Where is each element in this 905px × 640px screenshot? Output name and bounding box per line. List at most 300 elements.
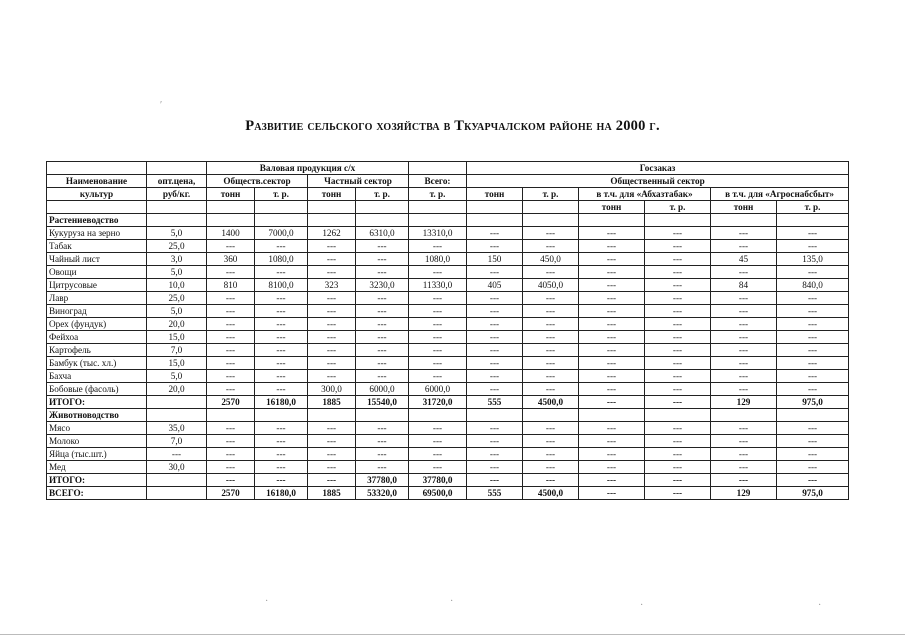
table-row <box>47 422 849 435</box>
table-cell: --- <box>356 331 409 344</box>
table-cell: --- <box>523 383 579 396</box>
table-cell: 323 <box>308 279 356 292</box>
table-cell: --- <box>467 227 523 240</box>
table-cell: --- <box>777 266 849 279</box>
table-cell: --- <box>711 461 777 474</box>
table-cell: --- <box>579 253 645 266</box>
page-title: Развитие сельского хозяйства в Ткуарчалском районе на 2000 г. <box>245 118 660 134</box>
header-row-1 <box>47 162 849 175</box>
table-cell: --- <box>255 240 308 253</box>
table-cell: --- <box>255 357 308 370</box>
table-cell: --- <box>645 253 711 266</box>
table-cell: --- <box>207 240 255 253</box>
table-cell: 6000,0 <box>409 383 467 396</box>
table-row <box>47 383 849 396</box>
table-cell: --- <box>711 344 777 357</box>
agro-header: в т.ч. для «Агроснабсбыт» <box>711 188 849 201</box>
table-cell: --- <box>308 318 356 331</box>
table-cell: --- <box>356 357 409 370</box>
table-cell: --- <box>207 370 255 383</box>
table-cell: --- <box>523 240 579 253</box>
table-cell: --- <box>409 422 467 435</box>
table-cell: --- <box>645 474 711 487</box>
tr-header: т. р. <box>356 188 409 201</box>
table-cell: --- <box>255 305 308 318</box>
table-cell: 69500,0 <box>409 487 467 500</box>
table-cell: --- <box>356 370 409 383</box>
table-row <box>47 240 849 253</box>
table-cell: --- <box>356 240 409 253</box>
table-cell: --- <box>409 292 467 305</box>
table-cell: --- <box>409 331 467 344</box>
row-label: Чайный лист <box>47 253 147 266</box>
public-sector-header: Обществ.сектор <box>207 175 308 188</box>
table-cell: --- <box>711 266 777 279</box>
table-cell: 11330,0 <box>409 279 467 292</box>
table-cell: --- <box>409 357 467 370</box>
table-cell: --- <box>523 357 579 370</box>
scan-mark: · <box>818 600 822 611</box>
tons-header: тонн <box>579 201 645 214</box>
table-cell: --- <box>523 422 579 435</box>
table-cell: 6000,0 <box>356 383 409 396</box>
table-cell: --- <box>356 461 409 474</box>
table-cell: 975,0 <box>777 487 849 500</box>
table-cell: --- <box>645 344 711 357</box>
table-cell: 405 <box>467 279 523 292</box>
table-cell: --- <box>579 474 645 487</box>
table-cell: --- <box>645 461 711 474</box>
section-row <box>47 409 849 422</box>
section-row <box>47 214 849 227</box>
table-cell: --- <box>409 435 467 448</box>
table-cell: --- <box>467 331 523 344</box>
total-header: Всего: <box>409 175 467 188</box>
table-row <box>47 370 849 383</box>
row-label: Лавр <box>47 292 147 305</box>
table-cell: --- <box>409 240 467 253</box>
table-cell: 15,0 <box>147 357 207 370</box>
table-cell: 6310,0 <box>356 227 409 240</box>
table-cell: 25,0 <box>147 240 207 253</box>
table-cell: --- <box>777 474 849 487</box>
table-cell: --- <box>255 344 308 357</box>
row-label: ИТОГО: <box>47 474 147 487</box>
row-label: Орех (фундук) <box>47 318 147 331</box>
table-cell: 1262 <box>308 227 356 240</box>
table-cell: 16180,0 <box>255 396 308 409</box>
table-cell: --- <box>409 344 467 357</box>
table-cell: --- <box>207 448 255 461</box>
table-cell: --- <box>777 357 849 370</box>
row-label: Картофель <box>47 344 147 357</box>
table-cell: --- <box>356 422 409 435</box>
table-cell: --- <box>409 266 467 279</box>
table-cell: --- <box>523 474 579 487</box>
table-cell: 30,0 <box>147 461 207 474</box>
private-sector-header: Частный сектор <box>308 175 409 188</box>
table-cell: --- <box>308 422 356 435</box>
tons-header: тонн <box>711 201 777 214</box>
table-cell: 2570 <box>207 487 255 500</box>
row-label: Кукуруза на зерно <box>47 227 147 240</box>
table-cell: 840,0 <box>777 279 849 292</box>
table-cell: --- <box>579 305 645 318</box>
table-cell: --- <box>645 318 711 331</box>
table-cell: --- <box>207 318 255 331</box>
table-cell: 7,0 <box>147 435 207 448</box>
scan-mark: ʹ <box>160 100 163 111</box>
table-cell: --- <box>207 383 255 396</box>
table-cell: --- <box>356 292 409 305</box>
table-cell: --- <box>645 266 711 279</box>
tr-header: т. р. <box>645 201 711 214</box>
table-cell: --- <box>777 331 849 344</box>
goszakaz-header: Госзаказ <box>467 162 849 175</box>
tons-header: тонн <box>207 188 255 201</box>
table-cell: --- <box>711 474 777 487</box>
scan-mark: · <box>450 596 454 607</box>
table-cell: --- <box>207 435 255 448</box>
table-cell: --- <box>777 422 849 435</box>
table-cell: --- <box>409 461 467 474</box>
table-row <box>47 448 849 461</box>
header-row-4 <box>47 201 849 214</box>
table-cell: 25,0 <box>147 292 207 305</box>
table-cell: --- <box>645 227 711 240</box>
table-cell: --- <box>579 331 645 344</box>
table-cell: --- <box>645 292 711 305</box>
table-cell: 300,0 <box>308 383 356 396</box>
table-row <box>47 331 849 344</box>
table-cell: --- <box>308 240 356 253</box>
table-cell: --- <box>255 448 308 461</box>
table-cell: --- <box>579 422 645 435</box>
table-row <box>47 253 849 266</box>
table-cell: --- <box>777 344 849 357</box>
table-cell: --- <box>207 474 255 487</box>
table-cell: --- <box>467 240 523 253</box>
table-cell: 555 <box>467 396 523 409</box>
total-row <box>47 487 849 500</box>
table-cell: --- <box>207 357 255 370</box>
tons-header: тонн <box>467 188 523 201</box>
table-cell: 1885 <box>308 487 356 500</box>
table-cell: --- <box>579 396 645 409</box>
table-cell: --- <box>777 448 849 461</box>
table-cell: --- <box>255 435 308 448</box>
table-cell: 4500,0 <box>523 396 579 409</box>
agriculture-table <box>46 161 849 500</box>
row-label: Мед <box>47 461 147 474</box>
table-cell: 4050,0 <box>523 279 579 292</box>
table-cell: 5,0 <box>147 305 207 318</box>
row-label: Табак <box>47 240 147 253</box>
table-cell: --- <box>711 448 777 461</box>
row-label: Овощи <box>47 266 147 279</box>
table-cell: --- <box>645 305 711 318</box>
row-label: Фейхоа <box>47 331 147 344</box>
table-cell: --- <box>308 292 356 305</box>
table-cell: 450,0 <box>523 253 579 266</box>
table-cell: --- <box>645 448 711 461</box>
table-cell: --- <box>645 435 711 448</box>
table-cell: --- <box>523 318 579 331</box>
table-row <box>47 344 849 357</box>
table-row <box>47 227 849 240</box>
table-cell: --- <box>308 435 356 448</box>
table-cell: 7,0 <box>147 344 207 357</box>
row-label: Бахча <box>47 370 147 383</box>
table-cell: --- <box>711 240 777 253</box>
table-cell: --- <box>255 474 308 487</box>
table-cell: --- <box>467 422 523 435</box>
table-cell: 15540,0 <box>356 396 409 409</box>
table-cell: --- <box>523 227 579 240</box>
table-cell: --- <box>308 344 356 357</box>
table-cell: 31720,0 <box>409 396 467 409</box>
table-cell: --- <box>523 435 579 448</box>
row-label: Яйца (тыс.шт.) <box>47 448 147 461</box>
table-cell: 20,0 <box>147 318 207 331</box>
table-cell: 1080,0 <box>255 253 308 266</box>
abkhaz-header: в т.ч. для «Абхазтабак» <box>579 188 711 201</box>
scan-mark: · <box>265 596 269 607</box>
table-cell: --- <box>645 279 711 292</box>
table-cell: --- <box>645 396 711 409</box>
table-cell: --- <box>579 279 645 292</box>
table-row <box>47 279 849 292</box>
total-unit-header: т. р. <box>409 188 467 201</box>
table-cell: 1080,0 <box>409 253 467 266</box>
row-label: ИТОГО: <box>47 396 147 409</box>
table-cell: 37780,0 <box>409 474 467 487</box>
table-cell: --- <box>579 448 645 461</box>
table-cell <box>147 474 207 487</box>
table-row <box>47 357 849 370</box>
table-cell: --- <box>255 318 308 331</box>
table-cell: 37780,0 <box>356 474 409 487</box>
table-cell: 7000,0 <box>255 227 308 240</box>
table-cell: --- <box>777 292 849 305</box>
table-cell: --- <box>467 383 523 396</box>
table-cell: 84 <box>711 279 777 292</box>
table-cell: 2570 <box>207 396 255 409</box>
table-cell: 35,0 <box>147 422 207 435</box>
table-cell: --- <box>711 305 777 318</box>
table-cell: --- <box>356 318 409 331</box>
table-cell: --- <box>645 357 711 370</box>
row-label: Бамбук (тыс. хл.) <box>47 357 147 370</box>
table-cell: --- <box>308 305 356 318</box>
table-cell: --- <box>409 318 467 331</box>
table-cell: --- <box>579 266 645 279</box>
table-cell: 810 <box>207 279 255 292</box>
table-cell: --- <box>308 370 356 383</box>
tr-header: т. р. <box>255 188 308 201</box>
table-cell: --- <box>467 305 523 318</box>
gross-header: Валовая продукция с/х <box>207 162 409 175</box>
table-cell: --- <box>711 331 777 344</box>
table-cell: --- <box>777 461 849 474</box>
table-cell <box>147 487 207 500</box>
social-sector-header: Общественный сектор <box>467 175 849 188</box>
table-cell: 3,0 <box>147 253 207 266</box>
table-cell: --- <box>467 318 523 331</box>
tr-header: т. р. <box>777 201 849 214</box>
table-cell: --- <box>777 318 849 331</box>
table-cell: --- <box>409 305 467 318</box>
section-label: Растениеводство <box>47 214 147 227</box>
row-label: Цитрусовые <box>47 279 147 292</box>
table-cell: --- <box>523 331 579 344</box>
table-cell: --- <box>579 240 645 253</box>
table-cell: --- <box>711 357 777 370</box>
table-cell: --- <box>711 292 777 305</box>
scan-mark: · <box>640 600 644 611</box>
table-cell: --- <box>579 292 645 305</box>
table-cell: --- <box>579 461 645 474</box>
table-cell: --- <box>777 435 849 448</box>
table-cell: --- <box>467 435 523 448</box>
table-cell: --- <box>777 370 849 383</box>
table-cell: 1400 <box>207 227 255 240</box>
total-row <box>47 396 849 409</box>
table-cell: 16180,0 <box>255 487 308 500</box>
table-cell: --- <box>467 448 523 461</box>
table-cell: --- <box>579 357 645 370</box>
row-label: Мясо <box>47 422 147 435</box>
page-edge-line <box>0 634 905 635</box>
table-cell: --- <box>308 266 356 279</box>
table-cell: --- <box>147 448 207 461</box>
table-cell: --- <box>523 292 579 305</box>
table-cell: --- <box>645 370 711 383</box>
table-cell: --- <box>579 370 645 383</box>
table-cell: --- <box>645 422 711 435</box>
table-cell: --- <box>255 370 308 383</box>
table-cell: --- <box>523 344 579 357</box>
table-cell: --- <box>467 266 523 279</box>
table-cell: --- <box>409 448 467 461</box>
table-cell: --- <box>356 253 409 266</box>
table-cell: --- <box>356 448 409 461</box>
table-cell: --- <box>711 318 777 331</box>
table-cell: 13310,0 <box>409 227 467 240</box>
table-cell: --- <box>207 344 255 357</box>
table-cell: --- <box>777 227 849 240</box>
table-cell: 20,0 <box>147 383 207 396</box>
table-cell: 360 <box>207 253 255 266</box>
table-row <box>47 435 849 448</box>
table-cell: --- <box>467 292 523 305</box>
tr-header: т. р. <box>523 188 579 201</box>
table-cell: --- <box>255 422 308 435</box>
table-cell: --- <box>777 383 849 396</box>
table-cell: --- <box>308 448 356 461</box>
table-cell: --- <box>579 435 645 448</box>
table-cell: --- <box>711 227 777 240</box>
table-cell: --- <box>255 266 308 279</box>
table-cell: --- <box>711 383 777 396</box>
table-cell: --- <box>523 461 579 474</box>
table-cell: --- <box>523 305 579 318</box>
table-cell: --- <box>711 422 777 435</box>
table-cell: --- <box>579 383 645 396</box>
table-cell: --- <box>523 370 579 383</box>
price-header: опт.цена, <box>147 175 207 188</box>
table-row <box>47 461 849 474</box>
table-cell: --- <box>467 344 523 357</box>
table-cell: --- <box>255 292 308 305</box>
table-cell: --- <box>255 383 308 396</box>
table-cell: --- <box>579 487 645 500</box>
table-cell: 150 <box>467 253 523 266</box>
table-cell: --- <box>255 331 308 344</box>
table-cell: --- <box>467 474 523 487</box>
table-cell: --- <box>711 435 777 448</box>
table-cell: --- <box>308 253 356 266</box>
table-row <box>47 266 849 279</box>
table-cell: --- <box>409 370 467 383</box>
table-row <box>47 318 849 331</box>
row-label: ВСЕГО: <box>47 487 147 500</box>
header-row-3 <box>47 188 849 201</box>
table-cell: 135,0 <box>777 253 849 266</box>
table-cell: --- <box>579 227 645 240</box>
table-cell: --- <box>645 331 711 344</box>
table-cell: --- <box>645 383 711 396</box>
table-cell: --- <box>467 370 523 383</box>
table-cell: --- <box>308 461 356 474</box>
table-cell: --- <box>711 370 777 383</box>
header-row-2 <box>47 175 849 188</box>
table-cell: 8100,0 <box>255 279 308 292</box>
table-cell: --- <box>207 266 255 279</box>
table-cell: --- <box>207 331 255 344</box>
table-cell: 129 <box>711 396 777 409</box>
table-cell: --- <box>467 461 523 474</box>
table-cell: 5,0 <box>147 266 207 279</box>
row-label: Молоко <box>47 435 147 448</box>
table-cell: --- <box>207 422 255 435</box>
section-label: Животноводство <box>47 409 147 422</box>
table-cell: --- <box>308 331 356 344</box>
table-cell: --- <box>523 266 579 279</box>
table-cell: --- <box>467 357 523 370</box>
table-row <box>47 292 849 305</box>
table-cell: --- <box>645 240 711 253</box>
price-header-2: руб/кг. <box>147 188 207 201</box>
table-cell: --- <box>356 266 409 279</box>
table-cell: --- <box>308 357 356 370</box>
name-header-2: культур <box>47 188 147 201</box>
table-cell: 45 <box>711 253 777 266</box>
table-cell: 129 <box>711 487 777 500</box>
table-cell: 975,0 <box>777 396 849 409</box>
tons-header: тонн <box>308 188 356 201</box>
table-cell: --- <box>207 305 255 318</box>
table-cell: --- <box>645 487 711 500</box>
table-cell: --- <box>777 240 849 253</box>
table-cell: 1885 <box>308 396 356 409</box>
table-cell: 5,0 <box>147 370 207 383</box>
table-cell: --- <box>356 305 409 318</box>
table-row <box>47 305 849 318</box>
table-cell: --- <box>777 305 849 318</box>
table-cell: 555 <box>467 487 523 500</box>
table-cell: --- <box>207 292 255 305</box>
